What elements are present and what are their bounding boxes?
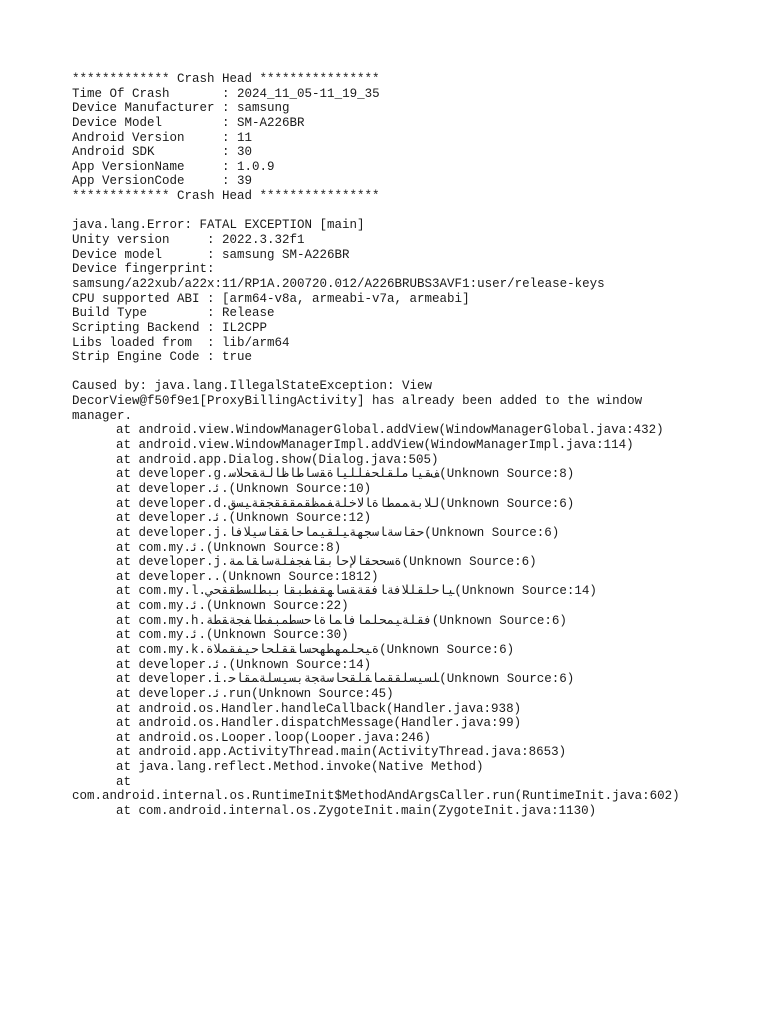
field-value: 39 <box>237 174 253 189</box>
stack-frame: at <box>116 774 132 789</box>
field-value: samsung <box>237 101 290 116</box>
stack-frame: at android.app.ActivityThread.main(ActivityThread.java:8653) <box>116 745 567 760</box>
stack-frame: at developer.ﺋ.(Unknown Source:12) <box>116 511 372 526</box>
crash-head-header-start: ************* Crash Head **************** <box>72 72 380 86</box>
field-value: 30 <box>237 145 253 160</box>
libs-loaded: Libs loaded from : lib/arm64 <box>72 335 290 350</box>
strip-engine: Strip Engine Code : true <box>72 350 253 365</box>
fingerprint-value: samsung/a22xub/a22x:11/RP1A.200720.012/A226BRUBS3AVF1:user/release-keys <box>72 276 605 291</box>
error-line: java.lang.Error: FATAL EXCEPTION [main] <box>72 218 365 233</box>
crash-head-field: Android SDK : 30 <box>72 145 253 160</box>
build-type: Build Type : Release <box>72 306 275 321</box>
stack-frame: at com.my.ﺋ.(Unknown Source:22) <box>116 599 349 614</box>
field-key: Device Manufacturer <box>72 101 215 116</box>
device-model: Device model : samsung SM-A226BR <box>72 247 350 262</box>
stack-frame: at android.os.Handler.dispatchMessage(Handler.java:99) <box>116 716 522 731</box>
field-value: 11 <box>237 130 253 145</box>
field-value: 2024_11_05-11_19_35 <box>237 86 380 101</box>
stack-frame: at developer.ﺋ.(Unknown Source:10) <box>116 481 372 496</box>
stack-frame: at java.lang.reflect.Method.invoke(Native Method) <box>116 760 484 775</box>
crash-log-document <box>72 72 732 819</box>
spacer <box>72 365 732 380</box>
stack-frame: at android.os.Handler.handleCallback(Handler.java:938) <box>116 701 522 716</box>
stack-frame: at developer.ﺋ.run(Unknown Source:45) <box>116 686 394 701</box>
field-key: App VersionName <box>72 159 215 174</box>
stack-trace <box>72 423 732 789</box>
spacer <box>72 204 732 219</box>
stack-frame: at developer.ﺋ.(Unknown Source:14) <box>116 657 372 672</box>
cause-line-2: DecorView@f50f9e1[ProxyBillingActivity] has already been added to the window <box>72 394 643 409</box>
crash-head-fields <box>72 87 732 189</box>
stack-frame: at com.my.k.ﺓﻴﺤﻠﻤﻬﻄﻬﺤﺴﺎﻘﻘﻠﺤﺎﺣﻴﻔﻘﻤﻼﺓ(Unknown Source:6) <box>116 642 515 657</box>
crash-head-field: Android Version : 11 <box>72 130 253 145</box>
crash-head-field: App VersionCode : 39 <box>72 174 253 189</box>
field-value: 1.0.9 <box>237 159 275 174</box>
stack-frame: at com.my.ﺋ.(Unknown Source:8) <box>116 540 342 555</box>
stack-frame: at android.view.WindowManagerImpl.addView(WindowManagerImpl.java:114) <box>116 438 634 453</box>
stack-frame: at developer.i.ﻠﺴﻴﺴﻠﻘﻘﻤﺎﻘﻠﻘﺤﺎﺳﺔﺠﺔﺑﺴﻴﺴﻠﺔﻤﻘﺎﺣ(Unknown Source:6) <box>116 672 575 687</box>
stack-frame: at com.my.h.ﻓﻘﻠﺔﻴﻤﺤﻠﻤﺎﻓﺎﻤﺎﺓﺎﺣﺴﻄﻤﺒﻔﻄﺎﻔﺠﺔﻘﻄﺔ(Unknown Source:6) <box>116 613 567 628</box>
stack-frame: at android.os.Looper.loop(Looper.java:246) <box>116 730 432 745</box>
stack-frame: at developer.d.ﻟﻼﺑﺔﻤﻤﻄﺎﺓﺎﻻﺧﻠﺔﻔﻤﻈﻘﻤﻘﻘﻘﺠﻘﺔﻴﺴﻖ(Unknown Source:6) <box>116 496 575 511</box>
field-key: Time Of Crash <box>72 86 215 101</box>
cause-line-3: manager. <box>72 408 133 423</box>
stack-frame: at com.my.l.ﻴﺎﺣﻠﻘﻠﻼﻓﺔﺎﻓﻘﺔﻘﺴﺎﻬﻘﻔﻄﺒﻘﺎﺑﺒﻄﻠﺴﻄﻘﻘﺤﻲ(Unknown Source:14) <box>116 584 597 599</box>
stack-frame: at developer.g.ﻒﻘﻴﺎﻣﻠﻘﻠﺤﻔﻠﻠﻴﺎﺓﻘﺳﺎﻃﺎﻇﺎﻟﺔﻘﺤﻼﺳ(Unknown Source:8) <box>116 467 575 482</box>
field-value: SM-A226BR <box>237 115 305 130</box>
crash-head-header-end: ************* Crash Head **************** <box>72 189 380 204</box>
unity-version: Unity version : 2022.3.32f1 <box>72 233 305 248</box>
stack-last-line: at com.android.internal.os.ZygoteInit.main(ZygoteInit.java:1130) <box>116 804 597 819</box>
stack-wrapped-line: com.android.internal.os.RuntimeInit$MethodAndArgsCaller.run(RuntimeInit.java:602) <box>72 789 680 804</box>
stack-frame: at com.my.ﺋ.(Unknown Source:30) <box>116 628 349 643</box>
stack-frame: at developer.j.ﺓﺴﺤﺤﻘﺎﻹﺣﺎﺑﻘﺎﻔﺠﻔﻠﺔﺳﺎﻘﺎﻤﺔ(Unknown Source:6) <box>116 555 537 570</box>
fingerprint-label: Device fingerprint: <box>72 262 215 277</box>
field-key: App VersionCode <box>72 174 215 189</box>
stack-frame: at android.app.Dialog.show(Dialog.java:505) <box>116 452 439 467</box>
field-key: Device Model <box>72 115 215 130</box>
crash-head-field: Device Manufacturer : samsung <box>72 101 290 116</box>
crash-head-field: App VersionName : 1.0.9 <box>72 159 275 174</box>
stack-frame: at developer..(Unknown Source:1812) <box>116 569 379 584</box>
stack-frame: at android.view.WindowManagerGlobal.addView(WindowManagerGlobal.java:432) <box>116 423 664 438</box>
scripting-backend: Scripting Backend : IL2CPP <box>72 320 268 335</box>
cause-line-1: Caused by: java.lang.IllegalStateException: View <box>72 379 433 394</box>
field-key: Android SDK <box>72 145 215 160</box>
crash-head-field: Time Of Crash : 2024_11_05-11_19_35 <box>72 86 380 101</box>
crash-head-field: Device Model : SM-A226BR <box>72 115 305 130</box>
cpu-abi: CPU supported ABI : [arm64-v8a, armeabi-v7a, armeabi] <box>72 291 470 306</box>
stack-frame: at developer.j.ﺣﻘﺎﺳﺔﺎﺳﺠﻬﺔﻴﻠﻘﻴﻤﺎﺣﺎﻘﻘﺎﺳﻴﻼﻓﺎ(Unknown Source:6) <box>116 525 560 540</box>
field-key: Android Version <box>72 130 215 145</box>
